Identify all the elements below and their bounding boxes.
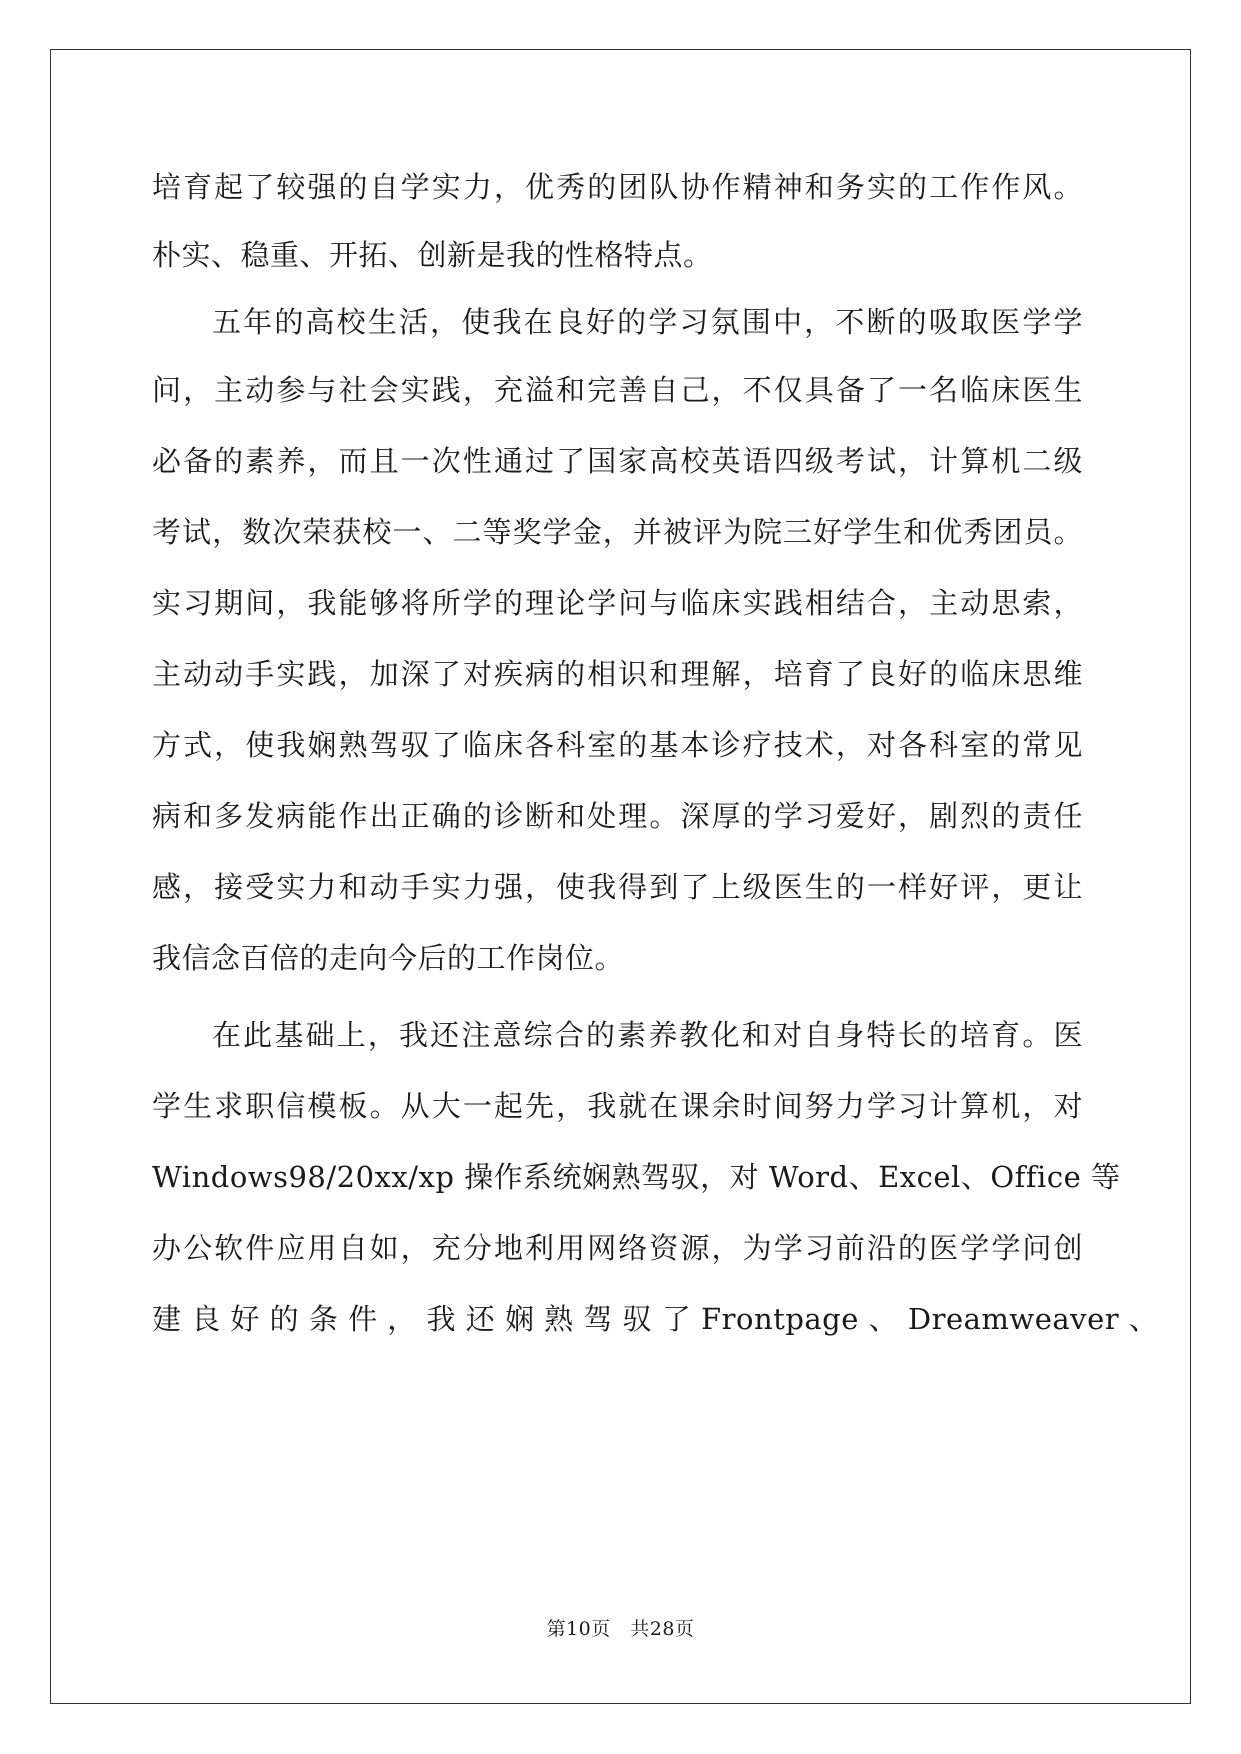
text-line: 建 良 好 的 条 件 ， 我 还 娴 熟 驾 驭 了 Frontpage 、 Dreamweaver 、 bbox=[152, 1302, 1159, 1336]
text-line: 培育起了较强的自学实力，优秀的团队协作精神和务实的工作作风。 bbox=[152, 170, 1083, 204]
text-line: 朴实、稳重、开拓、创新是我的性格特点。 bbox=[152, 238, 713, 272]
text-line: 感，接受实力和动手实力强，使我得到了上级医生的一样好评，更让 bbox=[152, 870, 1083, 904]
text-line: 办公软件应用自如，充分地利用网络资源，为学习前沿的医学学问创 bbox=[152, 1231, 1083, 1265]
text-line: 问，主动参与社会实践，充溢和完善自己，不仅具备了一名临床医生 bbox=[152, 373, 1083, 407]
text-line: 五年的高校生活，使我在良好的学习氛围中，不断的吸取医学学 bbox=[212, 305, 1083, 339]
page-number-footer: 第10页 共28页 bbox=[546, 1618, 695, 1640]
text-line: 考试，数次荣获校一、二等奖学金，并被评为院三好学生和优秀团员。 bbox=[152, 515, 1083, 549]
text-line: 在此基础上，我还注意综合的素养教化和对自身特长的培育。医 bbox=[212, 1018, 1083, 1052]
text-line: 必备的素养，而且一次性通过了国家高校英语四级考试，计算机二级 bbox=[152, 444, 1083, 478]
text-line: 方式，使我娴熟驾驭了临床各科室的基本诊疗技术，对各科室的常见 bbox=[152, 728, 1083, 762]
text-line: 病和多发病能作出正确的诊断和处理。深厚的学习爱好，剧烈的责任 bbox=[152, 799, 1083, 833]
text-line: Windows98/20xx/xp 操作系统娴熟驾驭，对 Word、Excel、Office 等 bbox=[152, 1160, 1121, 1194]
text-line: 实习期间，我能够将所学的理论学问与临床实践相结合，主动思索， bbox=[152, 586, 1083, 620]
text-line: 主动动手实践，加深了对疾病的相识和理解，培育了良好的临床思维 bbox=[152, 657, 1083, 691]
text-line: 学生求职信模板。从大一起先，我就在课余时间努力学习计算机，对 bbox=[152, 1089, 1083, 1123]
text-line: 我信念百倍的走向今后的工作岗位。 bbox=[152, 941, 625, 975]
